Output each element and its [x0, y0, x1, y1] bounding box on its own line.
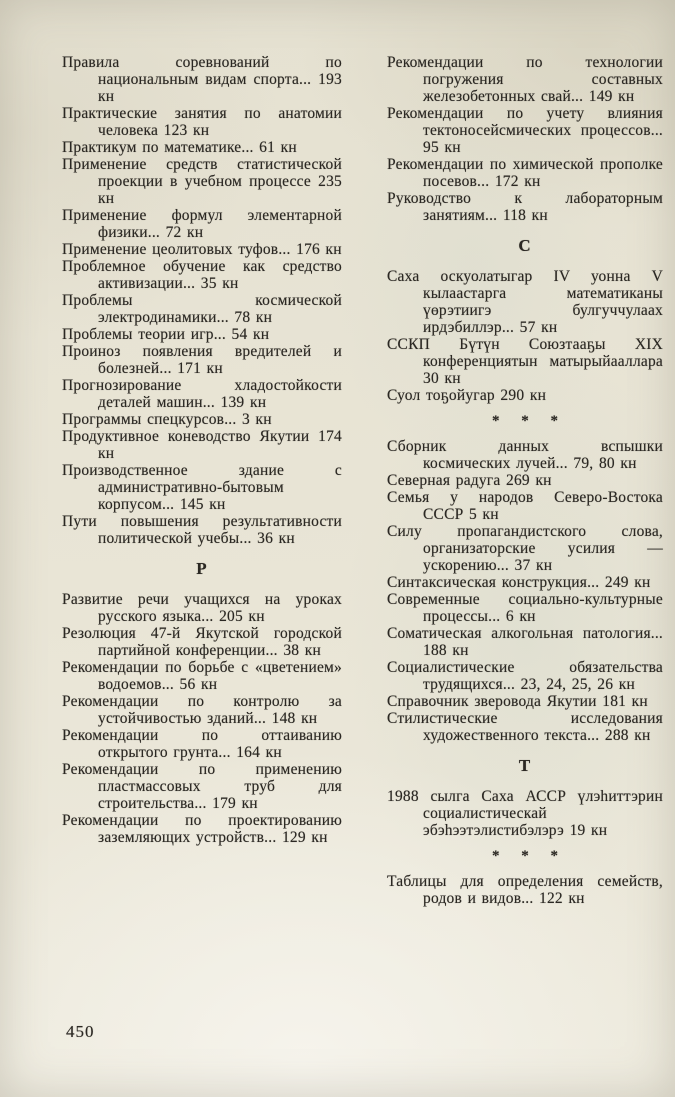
- index-entry: Применение цеолитовых туфов... 176 кн: [62, 241, 342, 258]
- index-entry: Соматическая алкогольная патология... 188 кн: [387, 625, 663, 659]
- index-entry: Силу пропагандистского слова, организаторские усилия — ускорению... 37 кн: [387, 523, 663, 574]
- index-entry: Руководство к лабораторным занятиям... 118 кн: [387, 190, 663, 224]
- index-entry: Практические занятия по анатомии человека 123 кн: [62, 105, 342, 139]
- index-entry: Справочник зверовода Якутии 181 кн: [387, 693, 648, 710]
- index-entry: Саха оскуолатыгар IV уонна V кылаастарга математиканы үөрэтиигэ булгуччулаах ирдэбиллэр... 57 кн: [387, 268, 663, 336]
- index-entry: Суол тоҕойугар 290 кн: [387, 387, 547, 404]
- index-entry: Развитие речи учащихся на уроках русского языка... 205 кн: [62, 591, 342, 625]
- index-entry: Семья у народов Северо-Востока СССР 5 кн: [387, 489, 663, 523]
- index-entry: Проблемы теории игр... 54 кн: [62, 326, 270, 343]
- index-entry: Северная радуга 269 кн: [387, 472, 552, 489]
- index-entry: Резолюция 47-й Якутской городской партийной конференции... 38 кн: [62, 625, 342, 659]
- index-entry: Проиноз появления вредителей и болезней... 171 кн: [62, 343, 342, 377]
- index-entry: Правила соревнований по национальным видам спорта... 193 кн: [62, 54, 342, 105]
- index-entry: Прогнозирование хладостойкости деталей машин... 139 кн: [62, 377, 342, 411]
- index-entry: Синтаксическая конструкция... 249 кн: [387, 574, 651, 591]
- index-entry: Применение средств статистической проекции в учебном процессе 235 кн: [62, 156, 342, 207]
- index-entry: Программы спецкурсов... 3 кн: [62, 411, 272, 428]
- letter-heading: Р: [196, 559, 208, 578]
- section-separator: * * *: [492, 848, 567, 864]
- index-entry: Практикум по математике... 61 кн: [62, 139, 297, 156]
- index-entry: Рекомендации по борьбе с «цветением» водоемов... 56 кн: [62, 659, 342, 693]
- index-entry: Рекомендации по оттаиванию открытого грунта... 164 кн: [62, 727, 342, 761]
- index-entry: Рекомендации по технологии погружения составных железобетонных свай... 149 кн: [387, 54, 663, 105]
- index-entry: Рекомендации по химической прополке посевов... 172 кн: [387, 156, 663, 190]
- index-entry: Рекомендации по учету влияния тектоносейсмических процессов... 95 кн: [387, 105, 663, 156]
- index-entry: Сборник данных вспышки космических лучей... 79, 80 кн: [387, 438, 663, 472]
- page-number: 450: [66, 1022, 95, 1041]
- index-entry: Рекомендации по контролю за устойчивостью зданий... 148 кн: [62, 693, 342, 727]
- index-entry: ССКП Бүтүн Союзтааҕы XIX конференциятын матырыйааллара 30 кн: [387, 336, 663, 387]
- letter-heading: Т: [518, 756, 532, 775]
- letter-heading: С: [518, 236, 532, 255]
- index-entry: Пути повышения результативности политической учебы... 36 кн: [62, 513, 342, 547]
- index-entry: Современные социально-культурные процессы... 6 кн: [387, 591, 663, 625]
- index-entry: Продуктивное коневодство Якутии 174 кн: [62, 428, 342, 462]
- index-column-right: [387, 54, 663, 907]
- index-entry: Рекомендации по применению пластмассовых труб для строительства... 179 кн: [62, 761, 342, 812]
- index-column-left: [62, 54, 342, 907]
- index-entry: Социалистические обязательства трудящихся... 23, 24, 25, 26 кн: [387, 659, 663, 693]
- index-entry: Проблемное обучение как средство активизации... 35 кн: [62, 258, 342, 292]
- index-entry: Производственное здание с административно-бытовым корпусом... 145 кн: [62, 462, 342, 513]
- index-entry: 1988 сылга Саха АССР үлэһиттэрин социалистическай эбэһээтэлистибэлэрэ 19 кн: [387, 788, 663, 839]
- index-entry: Проблемы космической электродинамики... 78 кн: [62, 292, 342, 326]
- section-separator: * * *: [492, 413, 567, 429]
- index-entry: Применение формул элементарной физики... 72 кн: [62, 207, 342, 241]
- index-content: [62, 54, 663, 907]
- index-entry: Таблицы для определения семейств, родов и видов... 122 кн: [387, 873, 663, 907]
- index-entry: Стилистические исследования художественного текста... 288 кн: [387, 710, 663, 744]
- index-entry: Рекомендации по проектированию заземляющих устройств... 129 кн: [62, 812, 342, 846]
